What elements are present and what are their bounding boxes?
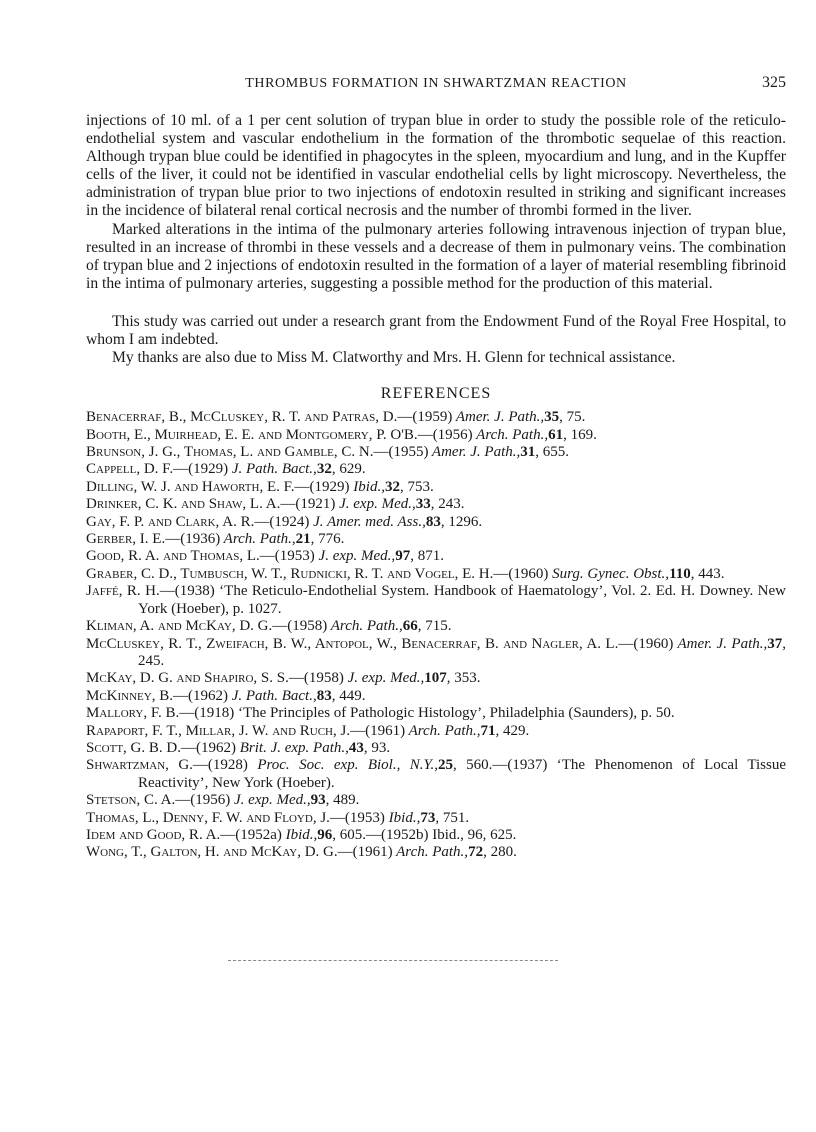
reference-authors: Dilling, W. J. and Haworth, E. F. [86,478,295,495]
reference-pages: , 245. [138,635,786,669]
reference-pages: , 443. [690,565,725,582]
reference-journal: J. Path. Bact., [228,461,317,478]
reference-authors: Good, R. A. and Thomas, L. [86,548,260,565]
reference-journal: Arch. Path., [392,844,469,861]
reference-volume: 31 [520,444,536,461]
running-title: THROMBUS FORMATION IN SHWARTZMAN REACTION [245,76,627,91]
reference-title: ‘The Reticulo-Endothelial System. Handbook of Haematology’, Vol. 2. Ed. H. Downey. New York (Hoeber), p. 1027. [138,583,786,617]
reference-authors: Cappell, D. F. [86,461,174,478]
reference-pages: , 280. [483,844,517,861]
reference-journal: Ibid., [384,809,421,826]
reference-year: —(1953) [329,809,385,826]
reference-pages: , 169. [563,426,597,443]
reference-entry [86,531,786,548]
reference-entry [86,792,786,809]
reference-year: —(1955) [373,444,429,461]
reference-entry [86,496,786,513]
reference-authors: Benacerraf, B., McCluskey, R. T. and Patras, D. [86,409,398,426]
page-number: 325 [762,74,786,91]
reference-entry [86,479,786,496]
reference-volume: 96 [317,826,333,843]
reference-year: —(1962) [180,739,236,756]
reference-entry [86,740,786,757]
reference-authors: Booth, E., Muirhead, E. E. and Montgomery, P. O'B. [86,426,418,443]
reference-entry [86,757,786,792]
reference-journal: J. Amer. med. Ass., [309,513,426,530]
reference-year: —(1918) [179,705,235,722]
references-heading: REFERENCES [380,385,492,403]
reference-pages: , 1296. [440,513,483,530]
reference-volume: 43 [348,739,364,756]
reference-year: —(1958) [288,670,344,687]
reference-volume: 32 [384,478,400,495]
reference-volume: 73 [420,809,436,826]
reference-authors: Rapaport, F. T., Millar, J. W. and Ruch, J. [86,722,351,739]
reference-authors: McCluskey, R. T., Zweifach, B. W., Antopol, W., Benacerraf, B. and Nagler, A. L. [86,635,619,652]
reference-year: —(1960) [618,635,674,652]
reference-journal: J. exp. Med., [314,548,396,565]
reference-entry [86,810,786,827]
reference-entry [86,461,786,478]
reference-authors: Drinker, C. K. and Shaw, L. A. [86,496,281,513]
reference-entry [86,583,786,618]
reference-volume: 107 [424,670,447,687]
reference-title: ‘The Principles of Pathologic Histology’, Philadelphia (Saunders), p. 50. [234,705,675,722]
reference-journal: J. exp. Med., [335,496,416,513]
reference-pages: , 429. [495,722,530,739]
reference-journal: Arch. Path., [327,618,403,635]
reference-year: —(1962) [172,687,228,704]
reference-journal: J. exp. Med., [230,792,311,809]
reference-entry [86,409,786,426]
reference-pages: , 243. [430,496,465,513]
reference-volume: 83 [316,687,332,704]
reference-volume: 110 [669,565,691,582]
reference-volume: 37 [767,635,783,652]
reference-pages: , 715. [417,618,452,635]
reference-year: —(1956) [417,426,473,443]
reference-pages: , 489. [325,792,360,809]
reference-journal: Proc. Soc. exp. Biol., N.Y., [247,757,438,774]
reference-entry [86,548,786,565]
reference-entry [86,618,786,635]
reference-authors: Gerber, I. E. [86,531,166,548]
reference-year: —(1929) [173,461,229,478]
reference-entry [86,688,786,705]
reference-entry [86,670,786,687]
reference-journal: Arch. Path., [472,426,549,443]
reference-entry [86,566,786,583]
reference-entry [86,844,786,861]
reference-authors: Idem and Good, R. A. [86,826,221,843]
reference-authors: McKinney, B. [86,687,173,704]
reference-year: —(1928) [192,757,248,774]
reference-authors: Kliman, A. and McKay, D. G. [86,618,273,635]
reference-year: —(1961) [337,844,393,861]
reference-pages: , 871. [410,548,444,565]
reference-journal: J. Path. Bact., [227,687,317,704]
reference-entry [86,827,786,844]
reference-year: —(1936) [165,531,221,548]
reference-journal: Brit. J. exp. Path., [235,739,349,756]
reference-authors: Brunson, J. G., Thomas, L. and Gamble, C. N. [86,444,374,461]
reference-volume: 61 [548,426,564,443]
reference-pages: , 560.—(1937) ‘The Phenomenon of Local Tissue Reactivity’, New York (Hoeber). [138,757,787,791]
reference-volume: 66 [402,618,418,635]
section-gap [86,293,786,313]
reference-entry [86,705,786,722]
reference-entry [86,427,786,444]
end-rule [228,960,558,961]
reference-volume: 25 [437,757,453,774]
reference-journal: Arch. Path., [405,722,481,739]
body-paragraph-1: injections of 10 ml. of a 1 per cent solution of trypan blue in order to study the possible role of the reticulo-endothelial system and vascular endothelium in the formation of the thrombotic sequelae of this reaction. Although trypan blue could be identified in phagocytes in the spleen, myocardium and lung, and in the Kupffer cells of the liver, it could not be identified in vascular endothelial cells by light microscopy. Nevertheless, the administration of trypan blue prior to two injections of endotoxin resulted in striking and significant increases in the incidence of bilateral renal cortical necrosis and the number of thrombi formed in the liver. [86,112,786,220]
reference-authors: Thomas, L., Denny, F. W. and Floyd, J. [86,809,330,826]
reference-year: —(1952a) [220,826,282,843]
reference-year: —(1956) [175,792,231,809]
reference-authors: Scott, G. B. D. [86,739,181,756]
reference-year: —(1953) [259,548,315,565]
reference-pages: , 605.—(1952b) Ibid., 96, 625. [332,826,517,843]
reference-pages: , 751. [435,809,470,826]
reference-pages: , 93. [363,739,391,756]
reference-pages: , 753. [399,478,434,495]
reference-list [86,409,786,862]
reference-journal: J. exp. Med., [343,670,425,687]
reference-authors: Mallory, F. B. [86,705,180,722]
reference-pages: , 776. [310,531,345,548]
reference-volume: 97 [395,548,411,565]
reference-volume: 21 [295,531,311,548]
reference-journal: Amer. J. Path., [428,444,521,461]
reference-year: —(1958) [272,618,328,635]
reference-authors: Stetson, C. A. [86,792,176,809]
reference-year: —(1961) [350,722,406,739]
reference-journal: Amer. J. Path., [452,409,545,426]
page-header [86,76,786,98]
reference-journal: Surg. Gynec. Obst., [548,565,670,582]
reference-year: —(1938) [159,583,215,600]
reference-authors: McKay, D. G. and Shapiro, S. S. [86,670,289,687]
reference-entry [86,723,786,740]
reference-authors: Graber, C. D., Tumbusch, W. T., Rudnicki, R. T. and Vogel, E. H. [86,565,494,582]
reference-year: —(1929) [294,478,350,495]
reference-year: —(1960) [493,565,549,582]
reference-year: —(1959) [397,409,453,426]
reference-volume: 71 [480,722,496,739]
reference-authors: Wong, T., Galton, H. and McKay, D. G. [86,844,338,861]
reference-volume: 72 [468,844,484,861]
page-body [86,112,786,862]
reference-pages: , 75. [559,409,586,426]
body-paragraph-2: Marked alterations in the intima of the pulmonary arteries following intravenous injection of trypan blue, resulted in an increase of thrombi in these vessels and a decrease of them in pulmonary veins. The combination of trypan blue and 2 injections of endotoxin resulted in the formation of a layer of material resembling fibrinoid in the intima of pulmonary arteries, suggesting a possible method for the production of this material. [86,220,786,292]
reference-authors: Shwartzman, G. [86,757,193,774]
reference-entry [86,636,786,671]
reference-entry [86,444,786,461]
reference-authors: Gay, F. P. and Clark, A. R. [86,513,255,530]
reference-volume: 83 [425,513,441,530]
reference-authors: Jaffé, R. H. [86,583,160,600]
reference-volume: 32 [316,461,332,478]
acknowledgement-1: This study was carried out under a research grant from the Endowment Fund of the Royal Free Hospital, to whom I am indebted. [86,312,786,349]
reference-pages: , 449. [331,687,366,704]
reference-journal: Arch. Path., [220,531,296,548]
reference-journal: Ibid., [281,826,318,843]
reference-pages: , 655. [535,444,569,461]
reference-year: —(1921) [280,496,336,513]
reference-year: —(1924) [254,513,310,530]
reference-journal: Ibid., [349,478,385,495]
reference-pages: , 353. [446,670,481,687]
reference-pages: , 629. [331,461,366,478]
reference-volume: 33 [415,496,431,513]
reference-volume: 93 [310,792,326,809]
reference-volume: 35 [544,409,560,426]
reference-journal: Amer. J. Path., [673,635,768,652]
acknowledgement-2: My thanks are also due to Miss M. Clatworthy and Mrs. H. Glenn for technical assistance. [112,349,676,367]
reference-entry [86,514,786,531]
